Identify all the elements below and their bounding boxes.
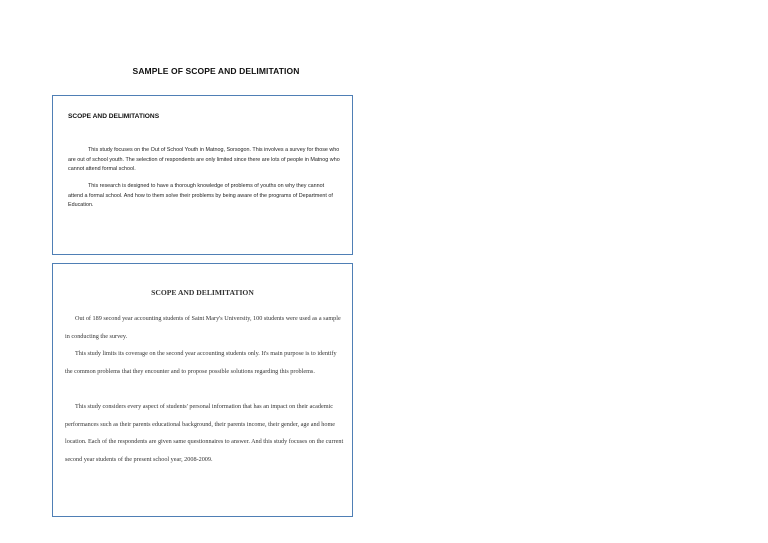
page-heading: SAMPLE OF SCOPE AND DELIMITATION (132, 66, 300, 76)
sample-2-paragraph-3: This study considers every aspect of students' personal information that has an impact on their academic performances such as their parents educational background, their parents income, their gender, age and home location. Each of the respondents are given same questionnaires to answer. And this study focuses on the current second year students of the present school year, 2008-2009. (65, 403, 344, 463)
sample-1-title: SCOPE AND DELIMITATIONS (68, 113, 160, 120)
sample-2-title: SCOPE AND DELIMITATION (151, 288, 254, 297)
sample-2-paragraph-2: This study limits its coverage on the second year accounting students only. It's main purpose is to identify the common problems that they encounter and to propose possible solutions regarding this problems. (65, 350, 337, 375)
sample-box-1 (52, 95, 353, 255)
sample-1-paragraph-2: This research is designed to have a thorough knowledge of problems of youths on why they cannot attend a formal school. And how to them solve their problems by being aware of the programs of Department of Education. (68, 183, 333, 208)
sample-2-paragraph-1: Out of 189 second year accounting students of Saint Mary's University, 100 students were used as a sample in conducting the survey. (65, 315, 341, 340)
sample-1-paragraph-1: This study focuses on the Out of School Youth in Matnog, Sorsogon. This involves a survey for those who are out of school youth. The selection of respondents are only limited since there are lots of people in Matnog who cannot attend formal school. (68, 147, 340, 172)
sample-box-2 (52, 263, 353, 517)
